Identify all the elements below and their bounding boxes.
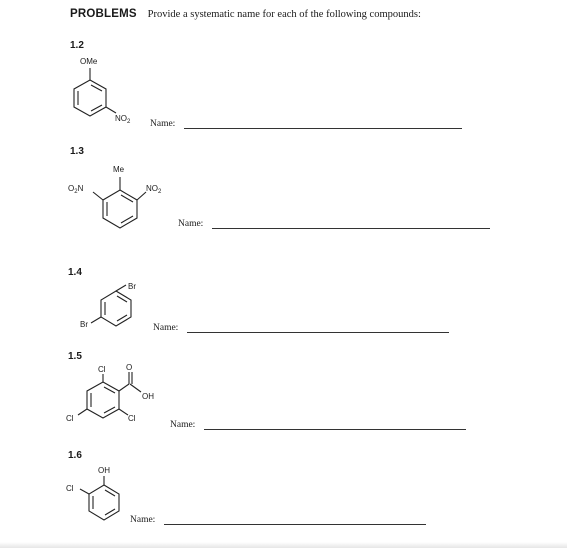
substituent-br-top: Br [128, 282, 136, 291]
name-label-1-5: Name: [170, 420, 196, 430]
name-label-1-4: Name: [153, 323, 179, 333]
problem-number-1-5: 1.5 [68, 351, 82, 362]
substituent-oh: OH [98, 466, 110, 475]
substituent-cl-right: Cl [128, 414, 136, 423]
problem-number-1-2: 1.2 [70, 40, 84, 51]
substituent-no2: $NO_2$ [115, 114, 131, 125]
name-label-1-6: Name: [130, 515, 156, 525]
problems-keyword: PROBLEMS [70, 8, 137, 20]
name-label-1-2: Name: [150, 119, 176, 129]
problem-number-1-4: 1.4 [68, 267, 82, 278]
problem-number-1-3: 1.3 [70, 146, 84, 157]
substituent-carbonyl-o: O [126, 363, 133, 372]
substituent-no2: $NO_2$ [146, 184, 162, 195]
problems-instruction: Provide a systematic name for each of the following compounds: [147, 9, 421, 20]
substituent-oh: OH [142, 392, 154, 401]
bond [80, 489, 89, 494]
answer-line-1-6[interactable] [164, 524, 426, 525]
problem-number-1-6: 1.6 [68, 450, 82, 461]
substituent-ome: OMe [80, 57, 98, 66]
substituent-o2n: $O_2N$ [68, 184, 84, 195]
substituent-cl-left: Cl [66, 414, 74, 423]
name-label-1-3: Name: [178, 219, 204, 229]
substituent-me: Me [113, 165, 125, 174]
substituent-br-bottom: Br [80, 320, 88, 329]
page-bottom-shadow [0, 542, 567, 548]
substituent-cl-top: Cl [98, 365, 106, 374]
substituent-cl: Cl [66, 484, 74, 493]
